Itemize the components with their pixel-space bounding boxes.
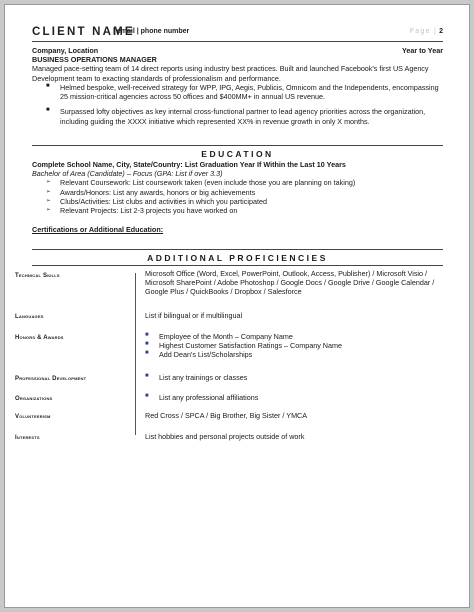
list-item: ■ Add Dean's List/Scholarships bbox=[145, 350, 253, 360]
list-item: ➢ Awards/Honors: List any awards, honors or big achievements bbox=[46, 187, 256, 197]
section-divider bbox=[32, 145, 443, 146]
square-bullet-icon: ■ bbox=[145, 393, 149, 399]
arrow-bullet-icon: ➢ bbox=[46, 179, 51, 186]
column-divider bbox=[135, 273, 136, 435]
organizations-list bbox=[145, 393, 443, 402]
list-item: ■ List any professional affiliations bbox=[145, 393, 259, 402]
proficiencies-heading: ADDITIONAL PROFICIENCIES bbox=[147, 253, 328, 263]
certifications-heading: Certifications or Additional Education: bbox=[32, 225, 164, 235]
page-header bbox=[32, 25, 443, 42]
employment-dates: Year to Year bbox=[401, 46, 443, 55]
list-item: ➢ Relevant Projects: List 2-3 projects you have worked on bbox=[46, 206, 238, 216]
education-list bbox=[32, 178, 443, 215]
experience-bullets bbox=[32, 83, 443, 126]
square-bullet-icon: ■ bbox=[145, 373, 149, 379]
interests-value: List hobbies and personal projects outside of work bbox=[145, 432, 305, 441]
section-divider bbox=[32, 265, 443, 266]
organizations-label: Organizations bbox=[15, 396, 53, 402]
volunteerism-value: Red Cross / SPCA / Big Brother, Big Sister / YMCA bbox=[145, 411, 308, 420]
page-label: Page | bbox=[409, 28, 438, 35]
resume-page bbox=[4, 4, 470, 608]
list-item: ■ List any trainings or classes bbox=[145, 373, 248, 382]
square-bullet-icon: ■ bbox=[145, 350, 149, 357]
arrow-bullet-icon: ➢ bbox=[46, 188, 51, 195]
arrow-bullet-icon: ➢ bbox=[46, 207, 51, 214]
list-item: ➢ Relevant Coursework: List coursework taken (even include those you are planning on taking) bbox=[46, 178, 356, 188]
list-item: ■ Helmed bespoke, well-received strategy for WPP, IPG, Aegis, Publicis, Omnicom and the Independents, encompassing 25 mission-critical agencies across 50 offices and $400MM+ in annual US revenue. bbox=[46, 82, 439, 102]
page-number-value: 2 bbox=[439, 28, 443, 35]
professional-development-list bbox=[145, 373, 443, 382]
contact-info: | email | phone number bbox=[113, 28, 190, 35]
bullet-icon: ■ bbox=[46, 107, 50, 114]
list-item: ➢ Clubs/Activities: List clubs and activities in which you participated bbox=[46, 196, 267, 206]
school-name: Complete School Name, City, State/Country: List Graduation Year If Within the Last 10 Years bbox=[32, 160, 346, 169]
job-summary: Managed pace-setting team of 14 direct reports using industry best practices. Built and launched Facebook's first US Agency Development team to exacting standards of professionalism and performance. bbox=[32, 64, 429, 83]
technical-skills-label: Technical Skills bbox=[15, 273, 60, 279]
languages-label: Languages bbox=[15, 314, 44, 320]
job-title: BUSINESS OPERATIONS MANAGER bbox=[32, 55, 157, 65]
company-location: Company, Location bbox=[32, 46, 99, 55]
list-item: ■ Employee of the Month – Company Name bbox=[145, 332, 293, 341]
professional-development-label: Professional Development bbox=[15, 376, 87, 382]
education-heading: EDUCATION bbox=[201, 149, 274, 159]
technical-skills-value: Microsoft Office (Word, Excel, PowerPoint, Outlook, Access, Publisher) / Microsoft Visio / Microsoft SharePoint / Adobe Photoshop / Google Docs / Google Drive / Google Calendar / Google Plus / QuickBooks / Dropbox / Salesforce bbox=[145, 269, 435, 297]
languages-value: List if bilingual or if multilingual bbox=[145, 311, 243, 320]
degree-line: Bachelor of Area (Candidate) – Focus (GPA: List if over 3.3) bbox=[32, 169, 223, 179]
arrow-bullet-icon: ➢ bbox=[46, 197, 51, 204]
list-item: ■ Highest Customer Satisfaction Ratings – Company Name bbox=[145, 341, 342, 351]
square-bullet-icon: ■ bbox=[145, 332, 149, 338]
bullet-icon: ■ bbox=[46, 82, 50, 89]
client-name: CLIENT NAME bbox=[32, 26, 135, 38]
education-section bbox=[32, 160, 443, 235]
honors-label: Honors & Awards bbox=[15, 335, 64, 341]
interests-label: Interests bbox=[15, 435, 40, 441]
square-bullet-icon: ■ bbox=[145, 341, 149, 348]
experience-section bbox=[32, 46, 443, 126]
volunteerism-label: Volunteerism bbox=[15, 414, 51, 420]
section-divider bbox=[32, 249, 443, 250]
honors-list bbox=[145, 332, 443, 360]
page-number bbox=[409, 28, 443, 37]
list-item: ■ Surpassed lofty objectives as key internal cross-functional partner to lead agency priorities across the organization, including guiding the XXXX initiative which represented XX% in revenue growth in only X months. bbox=[46, 107, 426, 126]
